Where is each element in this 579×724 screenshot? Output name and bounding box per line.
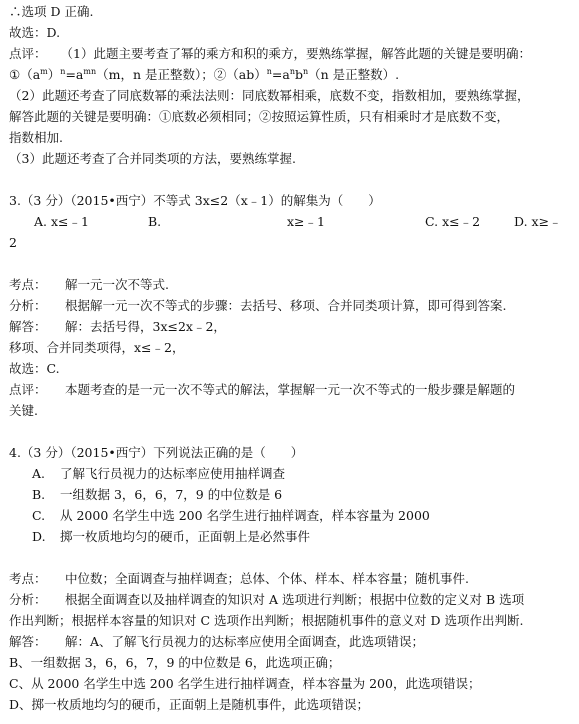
- q4-kaodian: 考点： 中位数；全面调查与抽样调查；总体、个体、样本、样本容量；随机事件.: [9, 571, 469, 586]
- q3-option-b-text: x≥﹣1: [287, 214, 325, 229]
- q3-kaodian: 考点： 解一元一次不等式.: [9, 277, 169, 292]
- q3-fenxi: 分析： 根据解一元一次不等式的步骤：去括号、移项、合并同类项计算，即可得到答案.: [9, 298, 507, 313]
- prev-answer: 故选：D.: [9, 25, 61, 40]
- q4-jieda-d: D、掷一枚质地均匀的硬币，正面朝上是随机事件，此选项错误；: [9, 697, 370, 712]
- q4-jieda: 解答： 解：A、了解飞行员视力的达标率应使用全面调查，此选项错误；: [9, 634, 425, 649]
- q3-option-d: D. x≥﹣: [514, 214, 562, 229]
- q4-jieda-c: C、从 2000 名学生中选 200 名学生进行抽样调查，样本容量为 200，此选项错误；: [9, 676, 481, 691]
- prev-comment-label: 点评：: [9, 46, 47, 61]
- prev-comment-2: （2）此题还考查了同底数幂的乘法法则：同底数幂相乘，底数不变，指数相加，要熟练掌握，: [9, 88, 530, 103]
- q3-option-c: C. x≤﹣2: [425, 214, 481, 229]
- prev-formula-line: $①(a^m)^n=a^{mn}(m$，n 是正整数）；$②(ab)^n=a^nb^n(n$ 是正整数）.: [9, 67, 400, 82]
- q3-jieda-2: 移项、合并同类项得，x≤﹣2，: [9, 340, 185, 355]
- q4-option-d: D. 掷一枚质地均匀的硬币，正面朝上是必然事件: [32, 529, 311, 544]
- q4-stem: 4.（3 分）（2015•西宁）下列说法正确的是（ ）: [9, 445, 304, 460]
- q4-option-a: A. 了解飞行员视力的达标率应使用抽样调查: [32, 466, 286, 481]
- q3-dianping-2: 关键.: [9, 403, 38, 418]
- q3-dianping: 点评： 本题考查的是一元一次不等式的解法，掌握解一元一次不等式的一般步骤是解题的: [9, 382, 516, 397]
- q4-option-b: B. 一组数据 3，6，6，7，9 的中位数是 6: [32, 487, 283, 502]
- q3-jieda: 解答： 解：去括号得，3x≤2x﹣2，: [9, 319, 226, 334]
- q3-option-a: A. x≤﹣1: [34, 214, 89, 229]
- q3-option-b: B.: [148, 214, 162, 229]
- prev-comment-4: 指数相加.: [9, 130, 63, 145]
- q3-answer: 故选：C.: [9, 361, 60, 376]
- q4-fenxi-2: 作出判断；根据样本容量的知识对 C 选项作出判断；根据随机事件的意义对 D 选项作出判断.: [9, 613, 524, 628]
- prev-comment-3: 解答此题的关键是要明确：①底数必须相同；②按照运算性质，只有相乘时才是底数不变，: [9, 109, 510, 124]
- q3-stem: 3.（3 分）（2015•西宁）不等式 3x≤2（x﹣1）的解集为（ ）: [9, 193, 381, 208]
- q3-option-d-wrap: 2: [9, 235, 17, 250]
- q4-jieda-b: B、一组数据 3，6，6，7，9 的中位数是 6，此选项正确；: [9, 655, 341, 670]
- prev-comment-5: （3）此题还考查了合并同类项的方法，要熟练掌握.: [9, 151, 296, 166]
- prev-conclusion: ∴选项 D 正确.: [9, 4, 94, 19]
- q4-option-c: C. 从 2000 名学生中选 200 名学生进行抽样调查，样本容量为 2000: [32, 508, 430, 523]
- prev-comment-1: 点评： （1）此题主要考查了幂的乘方和积的乘方，要熟练掌握，解答此题的关键是要明确：: [9, 46, 531, 61]
- q4-fenxi: 分析： 根据全面调查以及抽样调查的知识对 A 选项进行判断；根据中位数的定义对 B 选项: [9, 592, 525, 607]
